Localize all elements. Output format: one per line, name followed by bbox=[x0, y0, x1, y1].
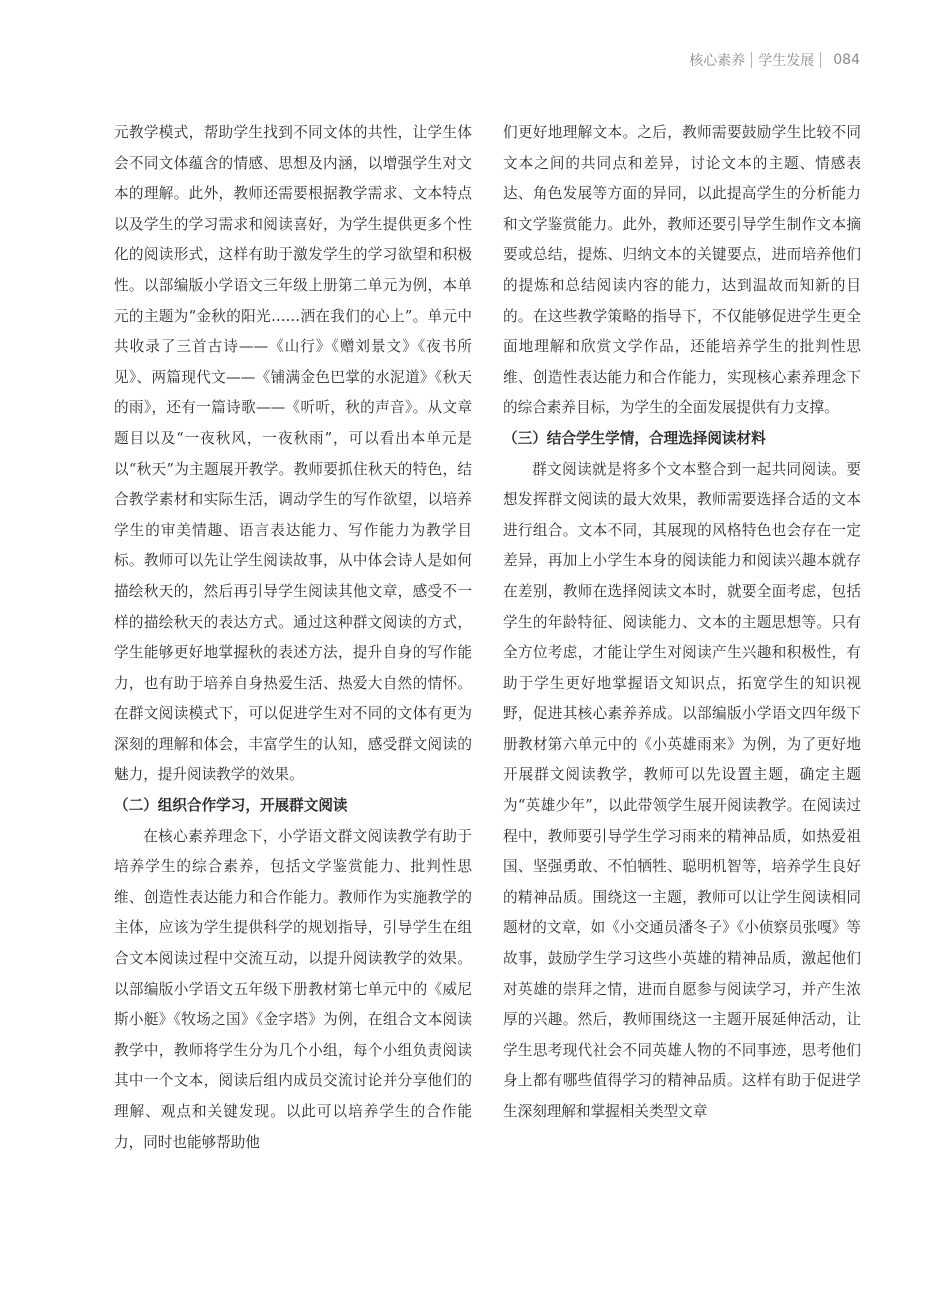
header-section-student-development: 学生发展 bbox=[758, 53, 815, 69]
header-divider bbox=[751, 52, 752, 68]
right-column bbox=[503, 118, 861, 1128]
running-header bbox=[689, 50, 860, 70]
section-heading-3: （三）结合学生学情，合理选择阅读材料 bbox=[503, 429, 766, 447]
paragraph: 在核心素养理念下，小学语文群文阅读教学有助于培养学生的综合素养，包括文学鉴赏能力、批判性思维、创造性表达能力和合作能力。教师作为实施教学的主体，应该为学生提供科学的规划指导，引导学生在组合文本阅读过程中交流互动，以提升阅读教学的效果。以部编版小学语文五年级下册教材第七单元中的《威尼斯小艇》《牧场之国》《金字塔》为例，在组合文本阅读教学中，教师将学生分为几个小组，每个小组负责阅读其中一个文本，阅读后组内成员交流讨论并分享他们的理解、观点和关键发现。以此可以培养学生的合作能力，同时也能够帮助他 bbox=[114, 827, 472, 1151]
left-column bbox=[114, 118, 472, 1158]
header-divider bbox=[820, 52, 821, 68]
paragraph: 群文阅读就是将多个文本整合到一起共同阅读。要想发挥群文阅读的最大效果，教师需要选择合适的文本进行组合。文本不同，其展现的风格特色也会存在一定差异，再加上小学生本身的阅读能力和阅读兴趣本就存在差别，教师在选择阅读文本时，就要全面考虑，包括学生的年龄特征、阅读能力、文本的主题思想等。只有全方位考虑，才能让学生对阅读产生兴趣和积极性，有助于学生更好地掌握语文知识点，拓宽学生的知识视野，促进其核心素养养成。以部编版小学语文四年级下册教材第六单元中的《小英雄雨来》为例，为了更好地开展群文阅读教学，教师可以先设置主题，确定主题为“英雄少年”，以此带领学生展开阅读教学。在阅读过程中，教师要引导学生学习雨来的精神品质，如热爱祖国、坚强勇敢、不怕牺牲、聪明机智等，培养学生良好的精神品质。围绕这一主题，教师可以让学生阅读相同题材的文章，如《小交通员潘冬子》《小侦察员张嘎》等故事，鼓励学生学习这些小英雄的精神品质，激起他们对英雄的崇拜之情，进而自愿参与阅读学习，并产生浓厚的兴趣。然后，教师围绕这一主题开展延伸活动，让学生思考现代社会不同英雄人物的不同事迹，思考他们身上都有哪些值得学习的精神品质。这样有助于促进学生深刻理解和掌握相关类型文章 bbox=[503, 460, 861, 1120]
section-heading-2: （二）组织合作学习，开展群文阅读 bbox=[114, 797, 348, 815]
header-section-core-literacy: 核心素养 bbox=[689, 53, 746, 69]
paragraph-continuation: 元教学模式，帮助学生找到不同文体的共性，让学生体会不同文体蕴含的情感、思想及内涵，以增强学生对文本的理解。此外，教师还需要根据教学需求、文本特点以及学生的学习需求和阅读喜好，为学生提供更多个性化的阅读形式，这样有助于激发学生的学习欲望和积极性。以部编版小学语文三年级上册第二单元为例，本单元的主题为“金秋的阳光……洒在我们的心上”。单元中共收录了三首古诗——《山行》《赠刘景文》《夜书所见》、两篇现代文——《铺满金色巴掌的水泥道》《秋天的雨》，还有一篇诗歌——《听听，秋的声音》。从文章题目以及“一夜秋风，一夜秋雨”，可以看出本单元是以“秋天”为主题展开教学。教师要抓住秋天的特色，结合教学素材和实际生活，调动学生的写作欲望，以培养学生的审美情趣、语言表达能力、写作能力为教学目标。教师可以先让学生阅读故事，从中体会诗人是如何描绘秋天的，然后再引导学生阅读其他文章，感受不一样的描绘秋天的表达方式。通过这种群文阅读的方式，学生能够更好地掌握秋的表述方法，提升自身的写作能力，也有助于培养自身热爱生活、热爱大自然的情怀。在群文阅读模式下，可以促进学生对不同的文体有更为深刻的理解和体会，丰富学生的认知，感受群文阅读的魅力，提升阅读教学的效果。 bbox=[114, 124, 472, 784]
page-number: 084 bbox=[833, 52, 860, 68]
paragraph-continuation: 们更好地理解文本。之后，教师需要鼓励学生比较不同文本之间的共同点和差异，讨论文本的主题、情感表达、角色发展等方面的异同，以此提高学生的分析能力和文学鉴赏能力。此外，教师还要引导学生制作文本摘要或总结，提炼、归纳文本的关键要点，进而培养他们的提炼和总结阅读内容的能力，达到温故而知新的目的。在这些教学策略的指导下，不仅能够促进学生更全面地理解和欣赏文学作品，还能培养学生的批判性思维、创造性表达能力和合作能力，实现核心素养理念下的综合素养目标，为学生的全面发展提供有力支撑。 bbox=[503, 124, 861, 417]
